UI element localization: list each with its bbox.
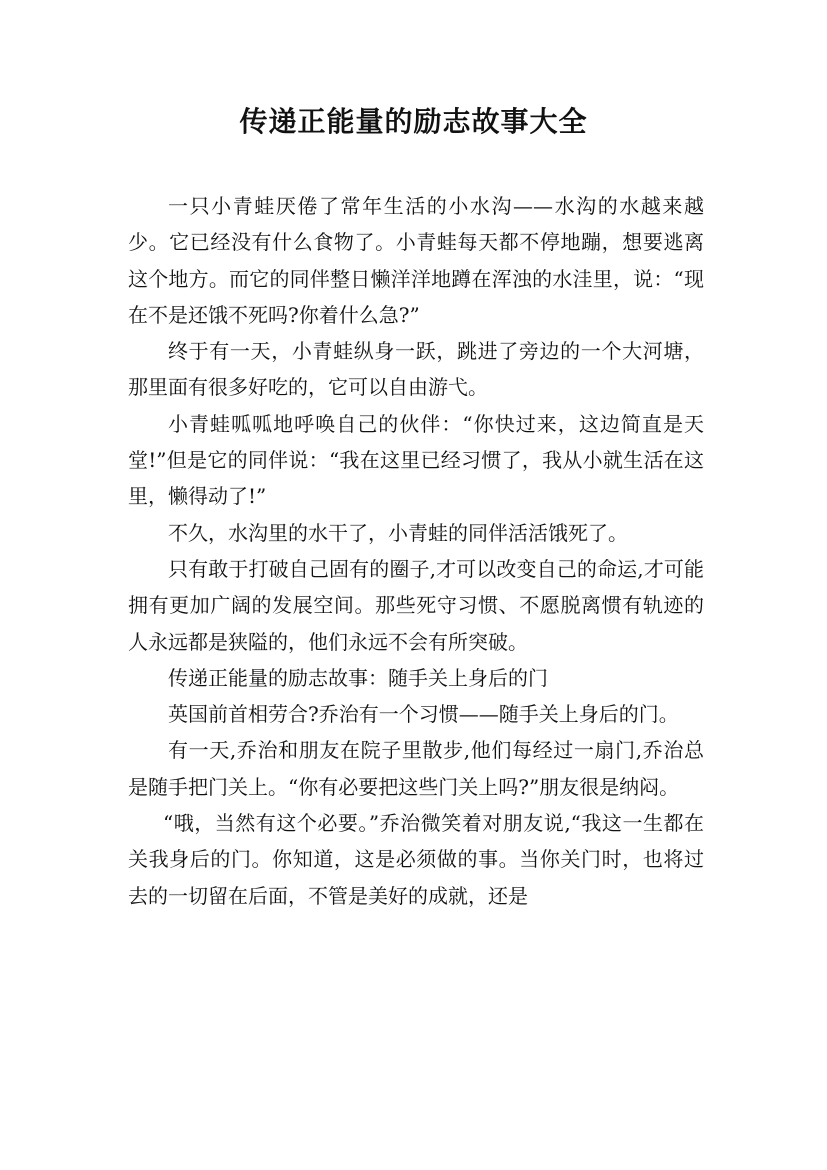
paragraph-3: 小青蛙呱呱地呼唤自己的伙伴：“你快过来，这边简直是天堂!”但是它的同伴说：“我在这里已经习惯了，我从小就生活在这里，懒得动了!” [128, 411, 704, 509]
paragraph-2: 终于有一天，小青蛙纵身一跃，跳进了旁边的一个大河塘，那里面有很多好吃的，它可以自由游弋。 [128, 339, 704, 400]
paragraph-7: 有一天,乔治和朋友在院子里散步,他们每经过一扇门,乔治总是随手把门关上。“你有必要把这些门关上吗?”朋友很是纳闷。 [128, 738, 704, 799]
paragraph-6: 英国前首相劳合?乔治有一个习惯——随手关上身后的门。 [168, 702, 679, 727]
section-heading: 传递正能量的励志故事：随手关上身后的门 [168, 665, 548, 690]
paragraph-4: 不久，水沟里的水干了，小青蛙的同伴活活饿死了。 [168, 520, 628, 545]
document-title: 传递正能量的励志故事大全 [239, 105, 588, 138]
document-body [128, 188, 704, 914]
paragraph-8: “哦，当然有这个必要。”乔治微笑着对朋友说,“我这一生都在关我身后的门。你知道，这是必须做的事。当你关门时，也将过去的一切留在后面，不管是美好的成就，还是 [128, 811, 704, 908]
paragraph-1: 一只小青蛙厌倦了常年生活的小水沟——水沟的水越来越少。它已经没有什么食物了。小青蛙每天都不停地蹦，想要逃离这个地方。而它的同伴整日懒洋洋地蹲在浑浊的水洼里，说：“现在不是还饿不死吗?你着什么急?” [128, 194, 704, 327]
paragraph-5: 只有敢于打破自己固有的圈子,才可以改变自己的命运,才可能拥有更加广阔的发展空间。那些死守习惯、不愿脱离惯有轨迹的人永远都是狭隘的，他们永远不会有所突破。 [128, 556, 704, 654]
